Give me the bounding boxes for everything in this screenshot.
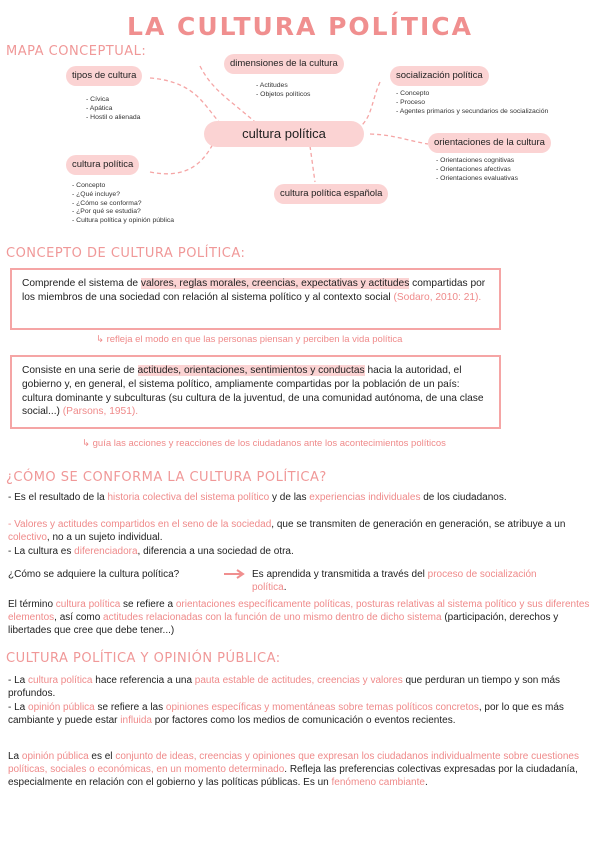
node-tipos: tipos de cultura (66, 66, 142, 86)
emphasis: colectivo (8, 532, 47, 544)
concepto-heading: CONCEPTO DE CULTURA POLÍTICA: (6, 246, 246, 261)
text: - La (8, 675, 29, 686)
text: (participación, derechos y libertades que cree que debe tener...) (8, 612, 559, 637)
definition-text: hacia la autoridad, el gobierno y, en general, el sistema político, ampliamente compartidas por la población de un país: cultura dominante y subculturas (su cultura de la juventud, de una comunidad autónoma, de una clase social...) (22, 365, 484, 418)
text: , así como (54, 612, 104, 624)
arrow-icon: ↳ (96, 334, 107, 345)
emphasis: conjunto de ideas, creencias y opiniones que expresan los ciudadanos individualmente sobre cuestiones políticas, sociales o económicas, en un momento determinado (8, 751, 579, 776)
emphasis: fenómeno cambiante (331, 777, 425, 789)
list-item: - Cívica (86, 96, 140, 105)
answer (252, 568, 552, 594)
citation: (Sodaro, 2010: 21). (393, 291, 482, 303)
list-item: - Orientaciones evaluativas (436, 175, 518, 184)
arrow-right-icon (222, 568, 248, 580)
conforma-p3 (8, 545, 592, 558)
list-dimensiones (256, 82, 310, 100)
opinion-p2 (8, 701, 592, 727)
list-item: - Apática (86, 105, 140, 114)
list-item: - Proceso (396, 99, 548, 108)
text: . (283, 582, 287, 594)
definition-text: Comprende el sistema de (22, 278, 141, 289)
list-item: - ¿Qué incluye? (72, 191, 174, 200)
node-cp: cultura política (66, 155, 139, 175)
list-item: - Agentes primarios y secundarios de socialización (396, 108, 548, 117)
list-item: - Actitudes (256, 82, 310, 91)
emphasis: opiniones específicas y momentáneas sobre temas políticos concretos (165, 702, 479, 713)
page-title: LA CULTURA POLÍTICA (127, 12, 473, 41)
highlight: actitudes, orientaciones, sentimientos y conductas (137, 365, 365, 376)
list-item: - Orientaciones cognitivas (436, 157, 518, 166)
text: . Refleja las preferencias colectivas expresadas por la ciudadanía, especialmente en relación con el gobierno y las políticas públicas. Es un (8, 764, 578, 789)
list-item: - Orientaciones afectivas (436, 166, 518, 175)
text: La (8, 751, 22, 762)
emphasis: orientaciones específicamente políticas, posturas relativas al sistema político y sus diferentes elementos (8, 599, 590, 624)
note-text: guía las acciones y reacciones de los ciudadanos ante los acontecimientos políticos (92, 438, 446, 449)
emphasis: cultura política (55, 599, 121, 610)
conforma-p2 (8, 518, 592, 544)
list-item: - ¿Por qué se estudia? (72, 208, 174, 217)
opinion-p1 (8, 674, 592, 700)
emphasis: influida (120, 715, 152, 727)
definition-text: Consiste en una serie de (22, 365, 138, 376)
definition-box-sodaro (10, 268, 501, 330)
question: ¿Cómo se adquiere la cultura política? (8, 569, 180, 580)
definition-text: compartidas por los miembros de una sociedad con relación al sistema político y al contexto social (22, 278, 486, 303)
node-center: cultura política (204, 121, 364, 147)
list-orientaciones (436, 157, 518, 183)
text: se refiere a las (94, 702, 166, 713)
text: , por lo que es más cambiante y puede estar (8, 702, 564, 727)
node-orientaciones: orientaciones de la cultura (428, 133, 551, 153)
citation: (Parsons, 1951). (62, 406, 139, 418)
list-tipos (86, 96, 140, 122)
conforma-heading: ¿CÓMO SE CONFORMA LA CULTURA POLÍTICA? (6, 470, 327, 485)
emphasis: - Valores y actitudes compartidos en el seno de la sociedad (8, 519, 272, 530)
text: se refiere a (120, 599, 176, 610)
list-item: - Concepto (72, 182, 174, 191)
list-item: - Hostil o alienada (86, 114, 140, 123)
connector-orientaciones (370, 134, 428, 144)
opinion-heading: CULTURA POLÍTICA Y OPINIÓN PÚBLICA: (6, 651, 281, 666)
connector-dimensiones (200, 66, 255, 122)
list-socializacion (396, 90, 548, 116)
list-item: - Concepto (396, 90, 548, 99)
emphasis: pauta estable de actitudes, creencias y valores (194, 675, 403, 686)
emphasis: actitudes relacionadas con la función de uno mismo dentro de dicho sistema (103, 612, 442, 624)
text: , diferencia a una sociedad de otra. (137, 546, 294, 557)
text: , no a un sujeto individual. (46, 532, 163, 544)
list-item: - Cultura política y opinión pública (72, 217, 174, 226)
definition-box-parsons (10, 355, 501, 429)
text: que perduran un tiempo y son más profundos. (8, 675, 561, 700)
conforma-p4 (8, 598, 592, 638)
node-socializacion: socialización política (390, 66, 489, 86)
note-1 (96, 334, 402, 345)
emphasis: diferenciadora (74, 546, 138, 557)
note-text: refleja el modo en que las personas piensan y perciben la vida política (106, 334, 403, 345)
text: , que se transmiten de generación en generación, se atribuye a un (271, 519, 566, 530)
text: - La (8, 702, 29, 713)
arrow-icon: ↳ (82, 438, 93, 449)
emphasis: experiencias individuales (309, 492, 421, 503)
emphasis: opinión pública (28, 702, 95, 713)
note-2 (82, 438, 446, 449)
text: - Es el resultado de la (8, 492, 108, 503)
node-dimensiones: dimensiones de la cultura (224, 54, 344, 74)
map-heading: MAPA CONCEPTUAL: (6, 44, 147, 59)
opinion-p3 (8, 750, 592, 790)
emphasis: cultura política (28, 675, 93, 686)
list-item: - ¿Cómo se conforma? (72, 200, 174, 209)
list-item: - Objetos políticos (256, 91, 310, 100)
emphasis: opinión pública (21, 751, 89, 762)
text: por factores como los medios de comunicación o eventos recientes. (152, 715, 456, 727)
connector-cp (150, 140, 215, 174)
highlight: valores, reglas morales, creencias, expectativas y actitudes (140, 278, 410, 289)
conforma-p1 (8, 491, 592, 504)
text: - La cultura es (8, 546, 75, 557)
text: hace referencia a una (92, 675, 195, 686)
emphasis: proceso de socialización política (252, 569, 537, 594)
connector-socializacion (362, 82, 380, 125)
text: El término (8, 599, 56, 610)
text: y de las (269, 492, 310, 503)
list-cp (72, 182, 174, 226)
emphasis: historia colectiva del sistema político (107, 492, 270, 503)
node-espanola: cultura política española (274, 184, 388, 204)
text: de los ciudadanos. (420, 492, 507, 503)
connector-espanola (310, 146, 315, 182)
text: Es aprendida y transmitida a través del (252, 569, 428, 580)
text: . (424, 777, 428, 789)
text: es el (88, 751, 116, 762)
